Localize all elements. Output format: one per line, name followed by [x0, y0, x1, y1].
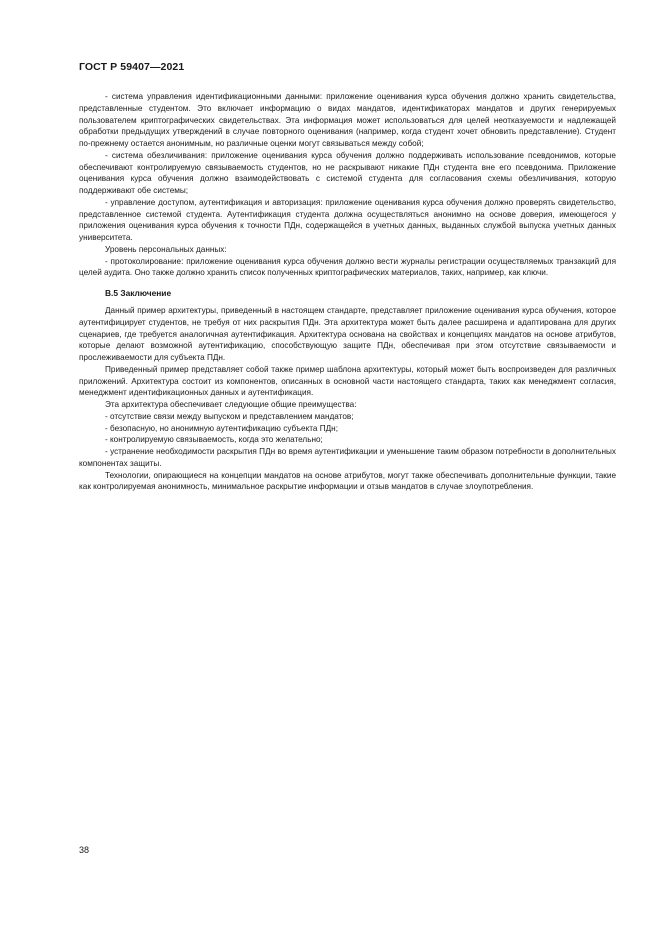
paragraph: - система управления идентификационными данными: приложение оценивания курса обучения должно хранить свидетельства, представленные студентом. Это включает информацию о видах мандатов, идентификаторах мандатов и других генерируемых пользователем криптографических свидетельствах. Эта информация может использоваться для целей неотказуемости и надлежащей обработки предыдущих утверждений в случае повторного оценивания (например, когда студент хочет обновить представление). Студент по-прежнему остается анонимным, но различные оценки могут связываться между собой;: [79, 92, 616, 148]
paragraph: Данный пример архитектуры, приведенный в настоящем стандарте, представляет приложение оценивания курса обучения, которое аутентифицирует студентов, не требуя от них раскрытия ПДн. Эта архитектура может быть далее расширена и адаптирована для других сценариев, где требуется аналогичная аутентификация. Архитектура основана на свойствах и концепциях мандатов на основе атрибутов, которые делают возможной аутентификацию, способствующую защите ПДн, обеспечивая при этом отсутствие связываемости и прослеживаемости для субъекта ПДн.: [79, 306, 616, 362]
paragraph: Эта архитектура обеспечивает следующие общие преимущества:: [105, 400, 357, 409]
list-item: - отсутствие связи между выпуском и представлением мандатов;: [105, 411, 354, 421]
paragraph: - управление доступом, аутентификация и авторизация: приложение оценивания курса обучения должно проверять свидетельство, представленное системой студента. Аутентификация студента должна осуществляться анонимно на основе доверия, имеющегося у приложения оценивания курса обучения к точности ПДн, содержащейся в учетных данных, выданных службой выпуска учетных данных университета.: [79, 197, 616, 242]
list-item: - безопасную, но анонимную аутентификацию субъекта ПДн;: [105, 423, 338, 433]
paragraph: Уровень персональных данных:: [105, 244, 227, 254]
page-header: ГОСТ Р 59407—2021: [79, 61, 185, 73]
section-heading: В.5 Заключение: [105, 288, 172, 298]
paragraph: - система обезличивания: приложение оценивания курса обучения должно поддерживать использование псевдонимов, которые обеспечивают контролируемую связываемость студентов, но не раскрывают никакие ПДн студента вне его псевдонима. Приложение оценивания курса обучения должно взаимодействовать с системой студента для согласования схемы обезличивания, которую поддерживают обе системы;: [79, 150, 616, 195]
paragraph: - протоколирование: приложение оценивания курса обучения должно вести журналы регистрации осуществляемых транзакций для целей аудита. Оно также должно хранить список полученных криптографических материалов, таких, например, как ключи.: [79, 256, 616, 278]
paragraph: Приведенный пример представляет собой также пример шаблона архитектуры, который может быть воспроизведен для различных приложений. Архитектура состоит из компонентов, описанных в основной части настоящего стандарта, таких как менеджмент согласия, менеджмент идентификационных данных и аутентификация.: [79, 364, 616, 398]
paragraph: Технологии, опирающиеся на концепции мандатов на основе атрибутов, могут также обеспечивать дополнительные функции, такие как контролируемая анонимность, минимальное раскрытие информации и отзыв мандатов в случае злоупотребления.: [79, 470, 616, 492]
document-body: [79, 91, 616, 493]
list-item: - устранение необходимости раскрытия ПДн во время аутентификации и уменьшение таким образом потребности в дополнительных компонентах защиты.: [79, 447, 616, 468]
page-number: 38: [79, 845, 90, 855]
list-item: - контролируемую связываемость, когда это желательно;: [105, 435, 323, 445]
